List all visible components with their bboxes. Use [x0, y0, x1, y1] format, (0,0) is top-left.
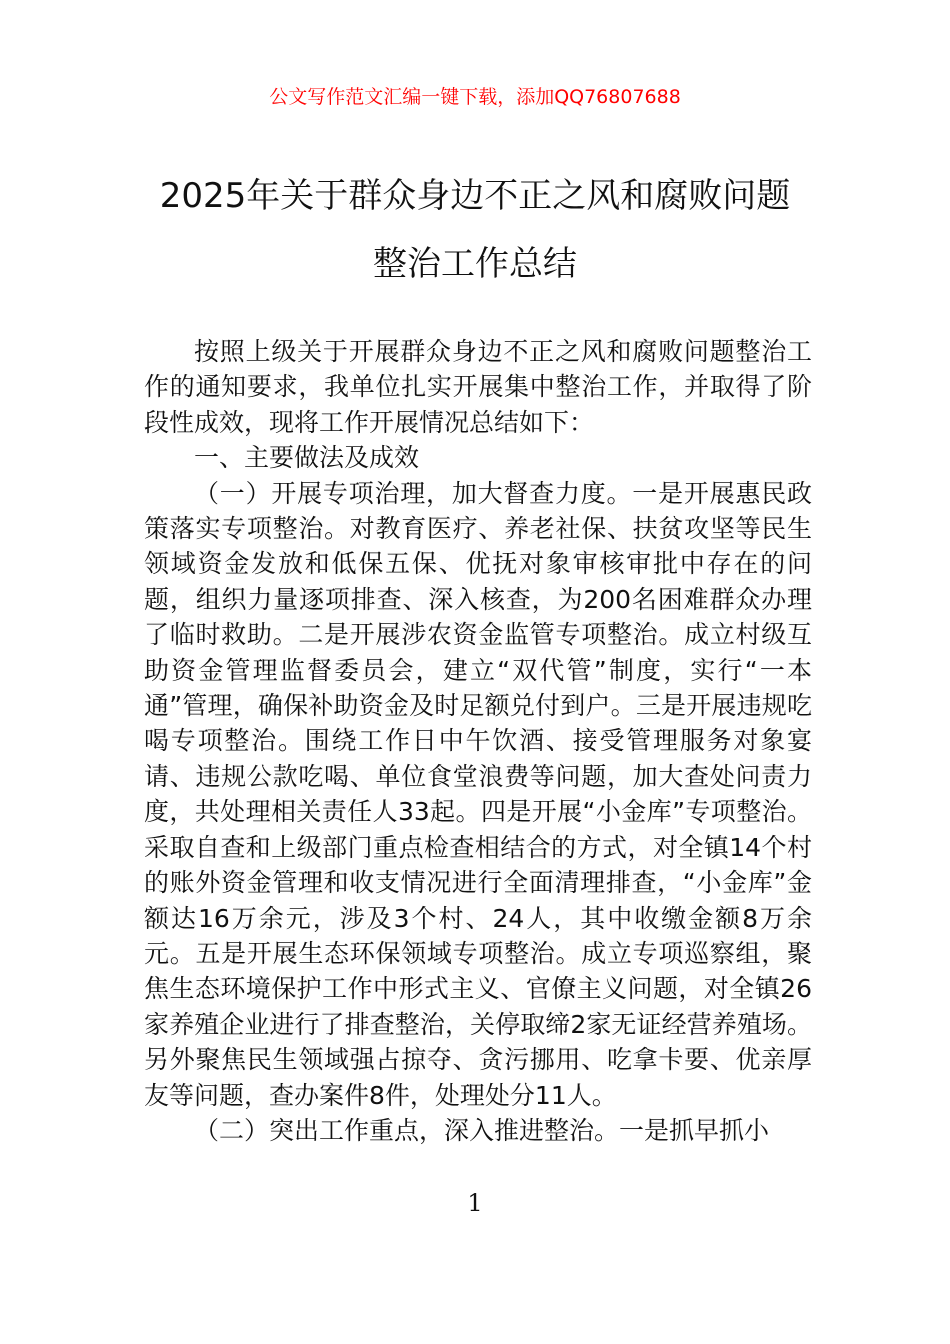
document-body — [144, 334, 812, 1148]
intro-paragraph: 按照上级关于开展群众身边不正之风和腐败问题整治工作的通知要求，我单位扎实开展集中整治工作，并取得了阶段性成效，现将工作开展情况总结如下： — [144, 337, 812, 437]
section-heading: 一、主要做法及成效 — [194, 443, 420, 473]
page-number: 1 — [467, 1189, 483, 1217]
body-paragraph: （二）突出工作重点，深入推进整治。一是抓早抓小 — [194, 1115, 770, 1145]
header-download-note: 公文写作范文汇编一键下载，添加QQ76807688 — [269, 86, 681, 108]
body-paragraph: （一）开展专项治理，加大督查力度。一是开展惠民政策落实专项整治。对教育医疗、养老社保、扶贫攻坚等民生领域资金发放和低保五保、优抚对象审核审批中存在的问题，组织力量逐项排查、深入核查，为200名困难群众办理了临时救助。二是开展涉农资金监管专项整治。成立村级互助资金管理监督委员会，建立“双代管”制度，实行“一本通”管理，确保补助资金及时足额兑付到户。三是开展违规吃喝专项整治。围绕工作日中午饮酒、接受管理服务对象宴请、违规公款吃喝、单位食堂浪费等问题，加大查处问责力度，共处理相关责任人33起。四是开展“小金库”专项整治。采取自查和上级部门重点检查相结合的方式，对全镇14个村的账外资金管理和收支情况进行全面清理排查，“小金库”金额达16万余元，涉及3个村、24人，其中收缴金额8万余元。五是开展生态环保领域专项整治。成立专项巡察组，聚焦生态环境保护工作中形式主义、官僚主义问题，对全镇26家养殖企业进行了排查整治，关停取缔2家无证经营养殖场。另外聚焦民生领域强占掠夺、贪污挪用、吃拿卡要、优亲厚友等问题，查办案件8件，处理处分11人。 — [144, 478, 812, 1110]
document-title-line-1: 2025年关于群众身边不正之风和腐败问题 — [159, 176, 791, 216]
document-title-line-2: 整治工作总结 — [373, 244, 577, 284]
